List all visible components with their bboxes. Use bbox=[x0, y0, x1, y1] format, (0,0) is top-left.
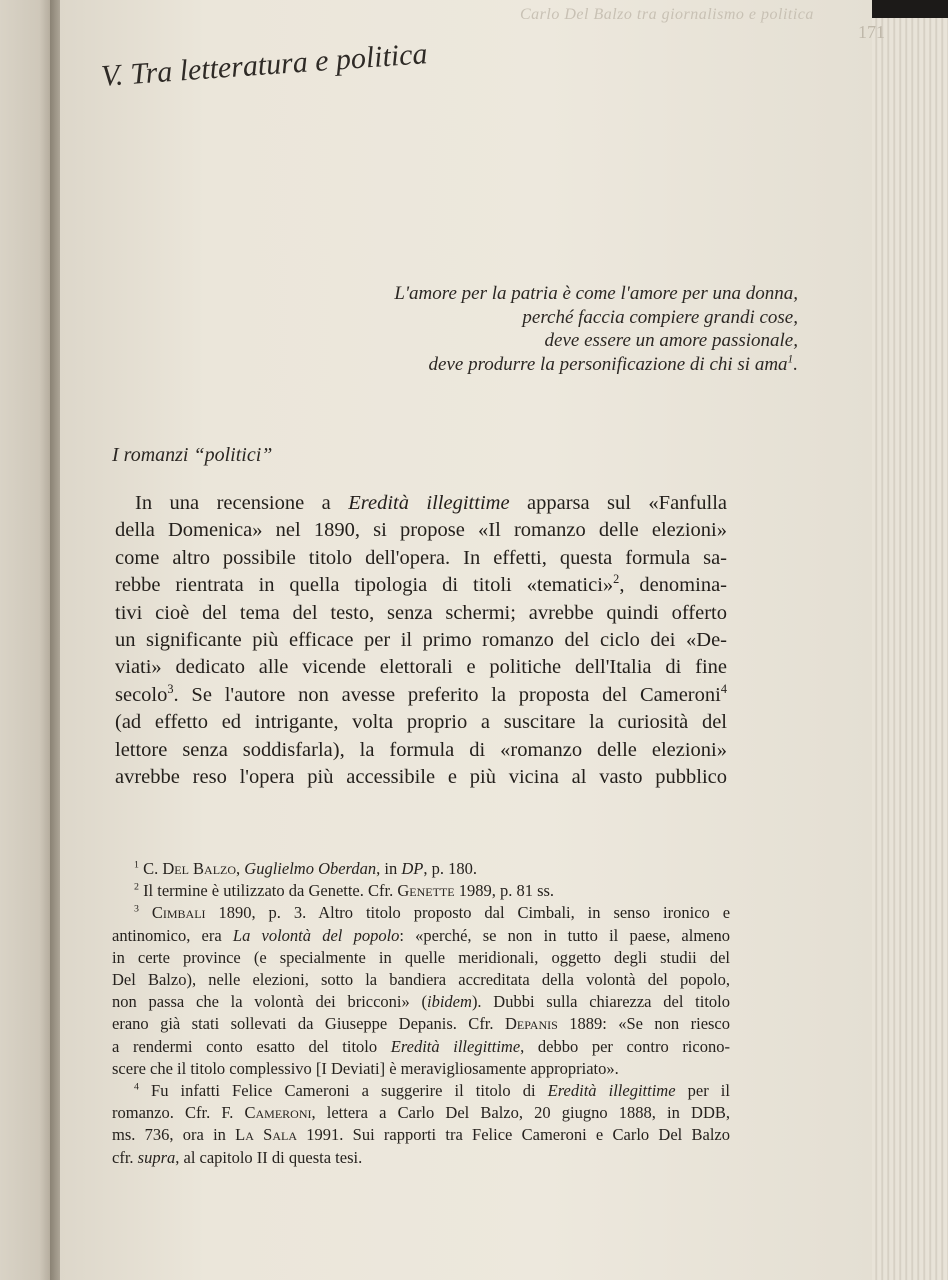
footnote-ref: 1 bbox=[787, 353, 794, 366]
section-title: I romanzi “politici” bbox=[112, 444, 273, 466]
page-number: 171 bbox=[858, 22, 885, 42]
footnotes bbox=[112, 858, 730, 1169]
epigraph-line: deve essere un amore passionale, bbox=[544, 330, 798, 351]
epigraph-line: L'amore per la patria è come l'amore per una donna, bbox=[394, 283, 798, 304]
footnote-number: 1 bbox=[134, 859, 139, 871]
body-line: secolo$^3$. Se l'autore non avesse preferito la proposta del Cameroni$^4$ bbox=[115, 682, 727, 706]
footnote-ref: 3 bbox=[167, 682, 174, 697]
body-line: In una recensione a Eredità illegittime apparsa sul «Fanfulla bbox=[135, 492, 727, 514]
running-head: Carlo Del Balzo tra giornalismo e politica bbox=[520, 6, 814, 23]
body-line: rebbe rientrata in quella tipologia di titoli «tematici»$^2$, denomina- bbox=[115, 572, 727, 597]
body-line: avrebbe reso l'opera più accessibile e più vicina al vasto pubblico bbox=[115, 766, 727, 789]
adjacent-page-edge bbox=[0, 0, 56, 1280]
body-line: lettore senza soddisfarla), la formula di «romanzo delle elezioni» bbox=[115, 738, 727, 761]
body-line: come altro possibile titolo dell'opera. In effetti, questa formula sa- bbox=[115, 546, 727, 569]
epigraph-line: perché faccia compiere grandi cose, bbox=[522, 306, 798, 328]
epigraph-text: deve produrre la personificazione di chi si ama bbox=[428, 353, 788, 375]
body-paragraph bbox=[115, 490, 727, 791]
footnote-2: $^2$ Il termine è utilizzato da Genette. Cfr. Genette 1989, p. 81 ss. bbox=[134, 881, 555, 901]
footnote-1: $^1$ C. Del Balzo, Guglielmo Oberdan, in DP, p. 180. bbox=[134, 859, 477, 878]
chapter-title: V. Tra letteratura e politica bbox=[100, 37, 429, 93]
footnote-ref: 4 bbox=[720, 682, 727, 697]
page-stack-edge bbox=[872, 0, 948, 1280]
footnote-number: 3 bbox=[134, 903, 139, 915]
body-line: un significante più efficace per il primo romanzo del ciclo dei «De- bbox=[115, 629, 727, 652]
background-corner bbox=[872, 0, 948, 18]
footnote-number: 4 bbox=[134, 1081, 139, 1093]
italic-title: Eredità illegittime bbox=[348, 492, 510, 514]
body-line: della Domenica» nel 1890, si propose «Il romanzo delle elezioni» bbox=[115, 519, 727, 542]
footnote-number: 2 bbox=[134, 881, 139, 893]
footnote-4: $^4$ Fu infatti Felice Cameroni a suggerire il titolo di Eredità illegittime per il romanzo. Cfr. F. Cameroni, lettera a Carlo Del Balzo, 20 giugno 1888, in DDB, ms. 736, ora in La Sala 1991. Sui rapporti tra Felice Cameroni e Carlo Del Balzo cfr. supra, al capitolo II di questa tesi. bbox=[112, 1081, 730, 1167]
body-line: (ad effetto ed intrigante, volta proprio a suscitare la curiosità del bbox=[115, 711, 727, 734]
body-line: tivi cioè del tema del testo, senza schermi; avrebbe quindi offerto bbox=[115, 601, 727, 624]
epigraph-line: deve produrre la personificazione di chi si ama$^1$. bbox=[428, 353, 798, 375]
footnote-ref: 2 bbox=[613, 572, 620, 587]
epigraph bbox=[278, 282, 798, 376]
footnote-3: $^3$ Cimbali 1890, p. 3. Altro titolo proposto dal Cimbali, in senso ironico e antinomico, era La volontà del popolo: «perché, se non in tutto il paese, almeno in certe province (e specialmente in quelle meridionali, oggetto degli studii del Del Balzo), nelle elezioni, sotto la bandiera accreditata della volontà del popolo, non passa che la volontà dei bricconi» (ibidem). Dubbi sulla chiarezza del titolo erano già stati sollevati da Giuseppe Depanis. Cfr. Depanis 1889: «Se non riesco a rendermi conto esatto del titolo Eredità illegittime, debbo per contro ricono- scere che il titolo complessivo [I Deviati] è meravigliosamente appropriato». bbox=[112, 903, 731, 1078]
body-line: viati» dedicato alle vicende elettorali e politiche dell'Italia di fine bbox=[115, 656, 727, 679]
